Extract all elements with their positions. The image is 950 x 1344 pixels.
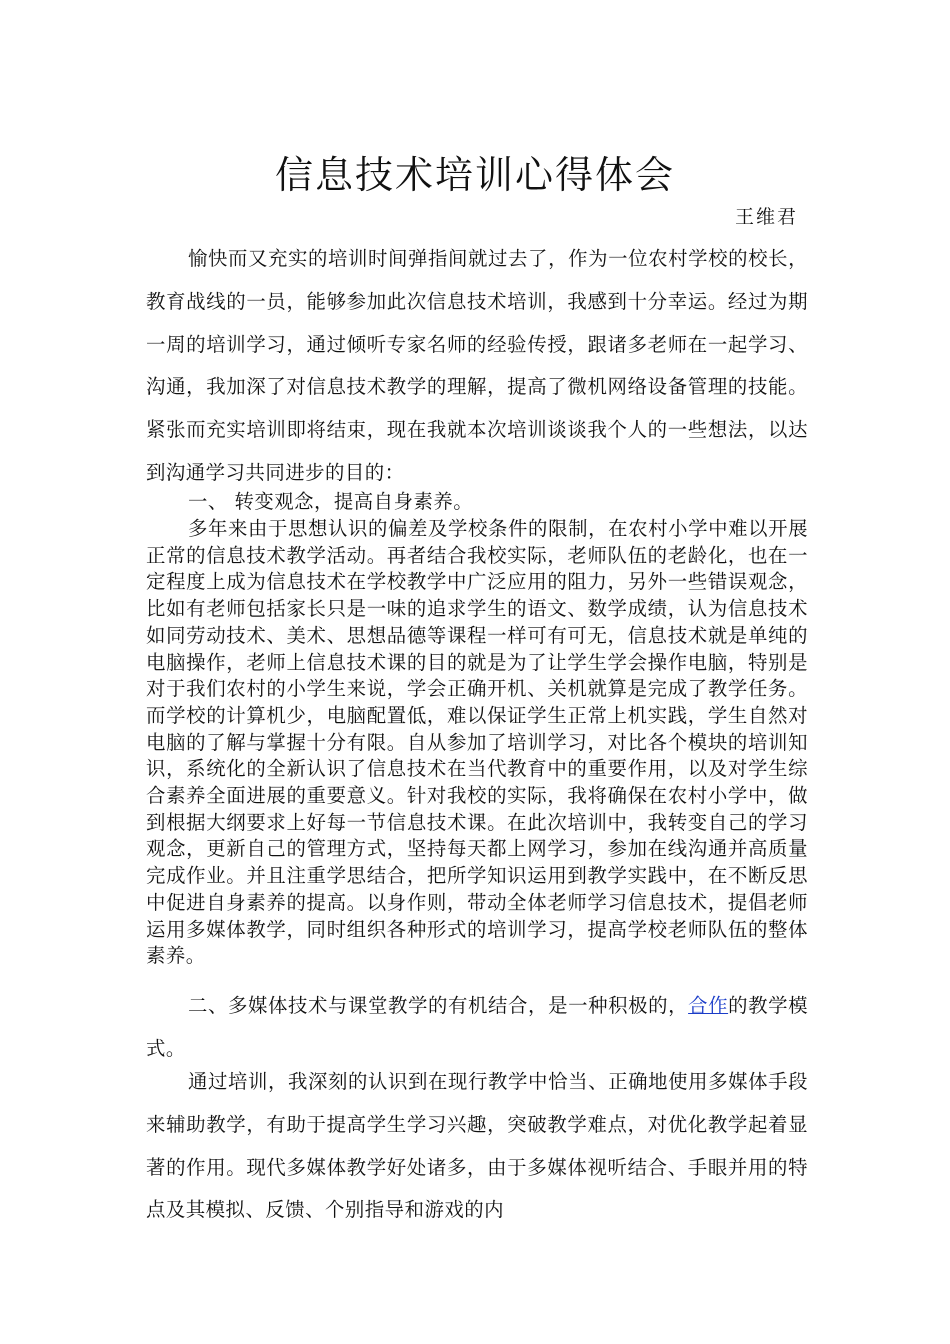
section2-heading-tail: 的教学模式。 [146,994,809,1060]
section1-body: 多年来由于思想认识的偏差及学校条件的限制，在农村小学中难以开展正常的信息技术教学活动。再者结合我校实际，老师队伍的老龄化，也在一定程度上成为信息技术在学校教学中广泛应用的阻力，另外一些错误观念，比如有老师包括家长只是一味的追求学生的语文、数学成绩，认为信息技术如同劳动技术、美术、思想品德等课程一样可有可无，信息技术就是单纯的电脑操作，老师上信息技术课的目的就是为了让学生学会操作电脑，特别是对于我们农村的小学生来说，学会正确开机、关机就算是完成了教学任务。而学校的计算机少，电脑配置低，难以保证学生正常上机实践，学生自然对电脑的了解与掌握十分有限。自从参加了培训学习，对比各个模块的培训知识，系统化的全新认识了信息技术在当代教育中的重要作用，以及对学生综合素养全面进展的重要意义。针对我校的实际，我将确保在农村小学中，做到根据大纲要求上好每一节信息技术课。在此次培训中，我转变自己的学习观念，更新自己的管理方式，坚持每天都上网学习，参加在线沟通并高质量完成作业。并且注重学思结合，把所学知识运用到教学实践中，在不断反思中促进自身素养的提高。以身作则，带动全体老师学习信息技术，提倡老师运用多媒体教学，同时组织各种形式的培训学习，提高学校老师队伍的整体素养。 [146,517,808,968]
cooperation-link[interactable]: 合作 [688,994,729,1017]
author-name: 王维君 [734,206,798,228]
section2-heading-text: 二、多媒体技术与课堂教学的有机结合，是一种积极的， [188,994,689,1017]
section1-heading: 一、 转变观念，提高自身素养。 [188,490,474,513]
intro-paragraph: 愉快而又充实的培训时间弹指间就过去了，作为一位农村学校的校长，教育战线的一员，能够参加此次信息技术培训，我感到十分幸运。经过为期一周的培训学习，通过倾听专家名师的经验传授，跟诸多老师在一起学习、沟通，我加深了对信息技术教学的理解，提高了微机网络设备管理的技能。紧张而充实培训即将结束，现在我就本次培训谈谈我个人的一些想法，以达到沟通学习共同进步的目的： [146,247,808,484]
document-title: 信息技术培训心得体会 [274,153,675,198]
section2-body: 通过培训，我深刻的认识到在现行教学中恰当、正确地使用多媒体手段来辅助教学，有助于提高学生学习兴趣，突破教学难点，对优化教学起着显著的作用。现代多媒体教学好处诸多，由于多媒体视听结合、手眼并用的特点及其模拟、反馈、个别指导和游戏的内 [146,1070,808,1222]
section2-heading [146,985,808,1071]
